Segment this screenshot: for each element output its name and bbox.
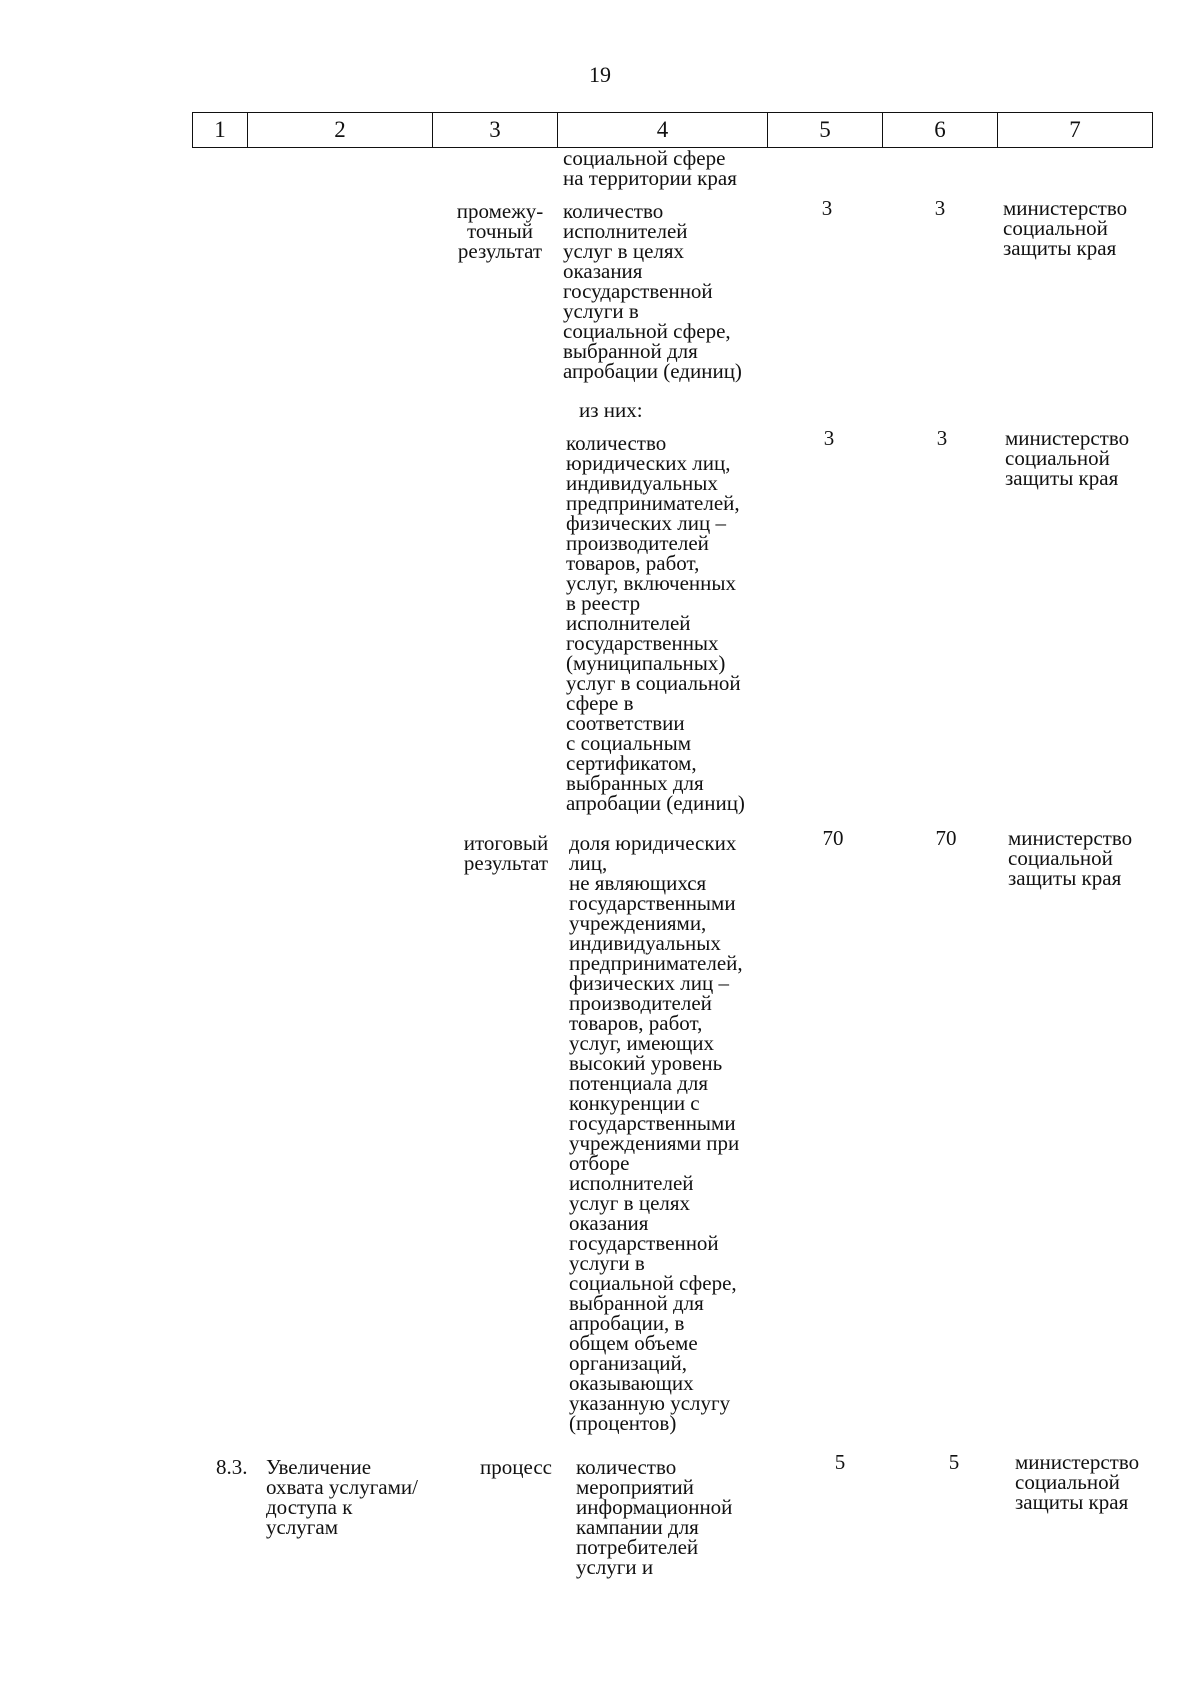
row-4-value-5: 70 <box>822 826 844 850</box>
row-3-indicator: количество юридических лиц, индивидуальных предпринимателей, физических лиц – производителей товаров, работ, услуг, включенных в реестр исполнителей государственных (муниципальных) услуг в социальной сфере в соответствии с социальным сертификатом, выбранных для апробации (единиц) <box>566 431 745 815</box>
row-1-type: промежу- точный результат <box>456 199 544 263</box>
row-5-responsible: министерство социальной защиты края <box>1015 1450 1140 1514</box>
row-5-type: процесс <box>480 1455 552 1479</box>
header-col-6: 6 <box>883 113 998 148</box>
row-5-goal: Увеличение охвата услугами/ доступа к услугам <box>266 1455 418 1539</box>
header-col-4: 4 <box>558 113 768 148</box>
row-1-value-5: 3 <box>821 196 833 220</box>
header-row <box>193 113 1153 148</box>
row-3-responsible: министерство социальной защиты края <box>1005 426 1130 490</box>
row-5-indicator: количество мероприятий информационной кампании для потребителей услуги и <box>576 1455 733 1579</box>
row-5-value-6: 5 <box>948 1450 960 1474</box>
header-col-2: 2 <box>248 113 433 148</box>
header-col-1: 1 <box>193 113 248 148</box>
page-number: 19 <box>589 62 611 87</box>
row-4-type: итоговый результат <box>463 831 549 875</box>
row-1-indicator: количество исполнителей услуг в целях оказания государственной услуги в социальной сфере, выбранной для апробации (единиц) <box>563 199 742 383</box>
header-col-5: 5 <box>768 113 883 148</box>
row-5-value-5: 5 <box>834 1450 846 1474</box>
header-col-7: 7 <box>998 113 1153 148</box>
row-4-indicator: доля юридических лиц, не являющихся государственными учреждениями, индивидуальных предпринимателей, физических лиц – производителей товаров, работ, услуг, имеющих высокий уровень потенциала для конкуренции с государственными учреждениями при отборе исполнителей услуг в целях оказания государственной услуги в социальной сфере, выбранной для апробации, в общем объеме организаций, оказывающих указанную услугу (процентов) <box>569 831 743 1435</box>
row-5-number: 8.3. <box>216 1455 248 1479</box>
row-3-value-6: 3 <box>936 426 948 450</box>
row-0-indicator: социальной сфере на территории края <box>563 146 737 190</box>
row-1-responsible: министерство социальной защиты края <box>1003 196 1128 260</box>
row-4-responsible: министерство социальной защиты края <box>1008 826 1133 890</box>
row-4-value-6: 70 <box>935 826 957 850</box>
table-header <box>192 112 1153 148</box>
row-3-value-5: 3 <box>823 426 835 450</box>
header-col-3: 3 <box>433 113 558 148</box>
row-2-subheading: из них: <box>579 398 643 422</box>
row-1-value-6: 3 <box>934 196 946 220</box>
